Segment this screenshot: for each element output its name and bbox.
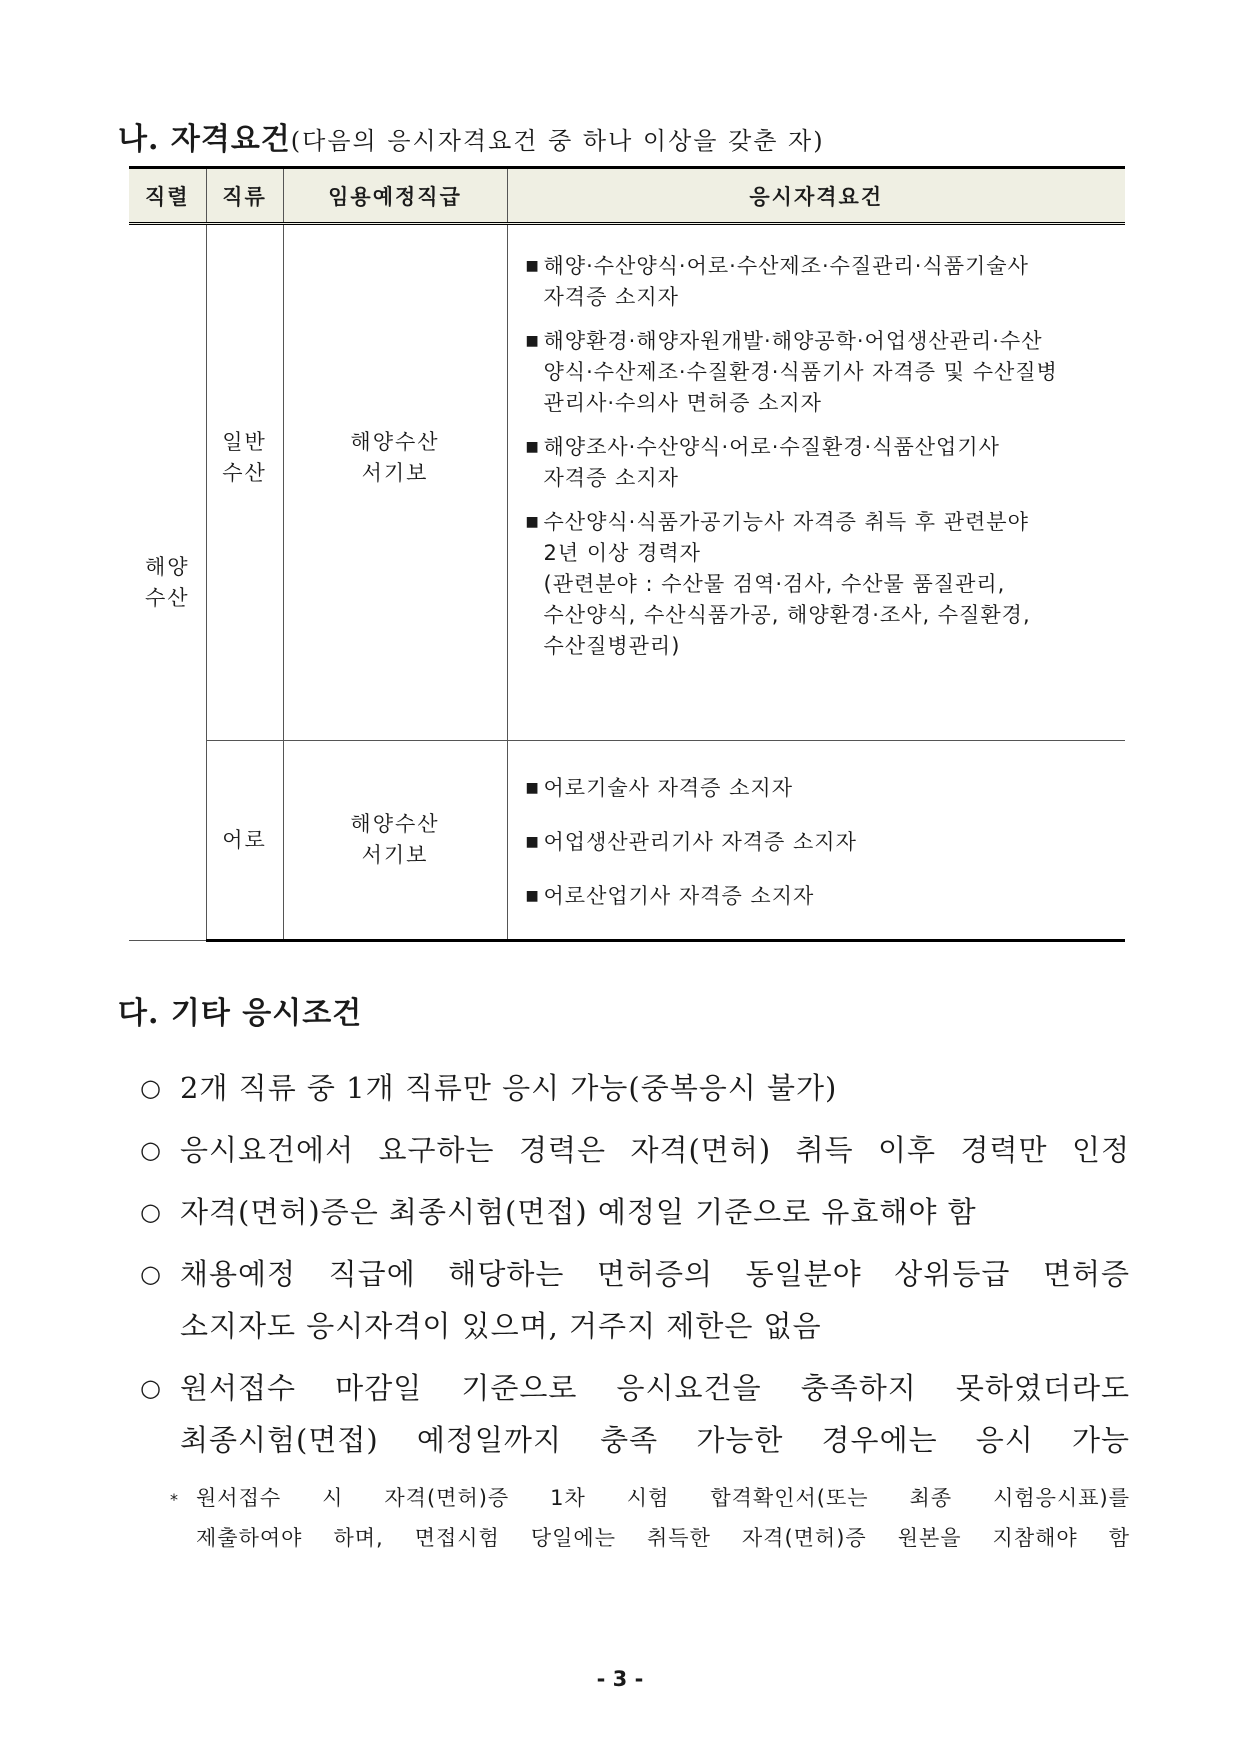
header-requirements: 응시자격요건 <box>507 168 1125 224</box>
grade-line: 서기보 <box>361 843 429 867</box>
table-header-row <box>129 168 1125 224</box>
list-item: ■ 해양·수산양식·어로·수산제조·수질관리·식품기술사 자격증 소지자 <box>526 251 1116 313</box>
page-number: - 3 - <box>596 1667 644 1691</box>
conditions-list <box>140 1062 1130 1466</box>
qualifications-title: 나. 자격요건 <box>118 122 291 157</box>
category-line: 어로 <box>222 827 267 852</box>
square-bullet-icon: ■ <box>525 888 540 904</box>
asterisk-icon: * <box>170 1490 179 1509</box>
requirements-list <box>526 741 1116 912</box>
list-item: ○ 2개 직류 중 1개 직류만 응시 가능(중복응시 불가) <box>140 1062 1130 1114</box>
square-bullet-icon: ■ <box>525 439 540 455</box>
square-bullet-icon: ■ <box>525 333 540 349</box>
requirements-list <box>526 225 1116 662</box>
square-bullet-icon: ■ <box>525 258 540 274</box>
footnote: * 원서접수 시 자격(면허)증 1차 시험 합격확인서(또는 최종 시험응시표)를 제출하여야 하며, 면접시험 당일에는 취득한 자격(면허)증 원본을 지참해야 함 <box>170 1478 1130 1558</box>
square-bullet-icon: ■ <box>525 780 540 796</box>
ring-bullet-icon: ○ <box>140 1198 162 1226</box>
qualifications-heading <box>118 114 825 158</box>
conditions-heading: 다. 기타 응시조건 <box>118 996 363 1031</box>
ring-bullet-icon: ○ <box>140 1374 162 1402</box>
requirements-cell <box>507 224 1125 741</box>
grade-line: 해양수산 <box>350 429 440 454</box>
grade-cell <box>283 224 507 741</box>
header-grade: 임용예정직급 <box>283 168 507 224</box>
series-cell <box>129 224 206 941</box>
table-row <box>129 741 1125 941</box>
list-item: ○ 채용예정 직급에 해당하는 면허증의 동일분야 상위등급 면허증 소지자도 응시자격이 있으며, 거주지 제한은 없음 <box>140 1248 1130 1352</box>
list-item: ■ 어로산업기사 자격증 소지자 <box>526 881 1116 912</box>
category-line: 일반 <box>222 429 267 454</box>
category-cell <box>206 741 283 941</box>
category-line: 수산 <box>222 460 267 485</box>
square-bullet-icon: ■ <box>525 834 540 850</box>
list-item: ■ 어업생산관리기사 자격증 소지자 <box>526 827 1116 858</box>
grade-line: 해양수산 <box>350 812 440 836</box>
list-item: ■ 어로기술사 자격증 소지자 <box>526 773 1116 804</box>
qualifications-note: (다음의 응시자격요건 중 하나 이상을 갖춘 자) <box>290 127 825 155</box>
qualifications-table <box>129 166 1125 942</box>
header-series: 직렬 <box>129 168 206 224</box>
series-line: 수산 <box>144 585 190 610</box>
square-bullet-icon: ■ <box>525 514 540 530</box>
grade-cell <box>283 741 507 941</box>
series-line: 해양 <box>144 554 190 579</box>
list-item: ■ 해양조사·수산양식·어로·수질환경·식품산업기사 자격증 소지자 <box>526 432 1116 494</box>
list-item: ○ 응시요건에서 요구하는 경력은 자격(면허) 취득 이후 경력만 인정 <box>140 1124 1130 1176</box>
table-row <box>129 224 1125 741</box>
category-cell <box>206 224 283 741</box>
list-item: ■ 해양환경·해양자원개발·해양공학·어업생산관리·수산 양식·수산제조·수질환경·식품기사 자격증 및 수산질병 관리사·수의사 면허증 소지자 <box>526 326 1116 419</box>
header-category: 직류 <box>206 168 283 224</box>
requirements-cell <box>507 741 1125 941</box>
list-item: ○ 자격(면허)증은 최종시험(면접) 예정일 기준으로 유효해야 함 <box>140 1186 1130 1238</box>
ring-bullet-icon: ○ <box>140 1074 162 1102</box>
ring-bullet-icon: ○ <box>140 1260 162 1288</box>
list-item: ○ 원서접수 마감일 기준으로 응시요건을 충족하지 못하였더라도 최종시험(면접) 예정일까지 충족 가능한 경우에는 응시 가능 <box>140 1362 1130 1466</box>
list-item: ■ 수산양식·식품가공기능사 자격증 취득 후 관련분야 2년 이상 경력자 (관련분야 : 수산물 검역·검사, 수산물 품질관리, 수산양식, 수산식품가공, 해양환경·조사, 수질환경, 수산질병관리) <box>526 507 1116 662</box>
ring-bullet-icon: ○ <box>140 1136 162 1164</box>
grade-line: 서기보 <box>361 460 429 485</box>
